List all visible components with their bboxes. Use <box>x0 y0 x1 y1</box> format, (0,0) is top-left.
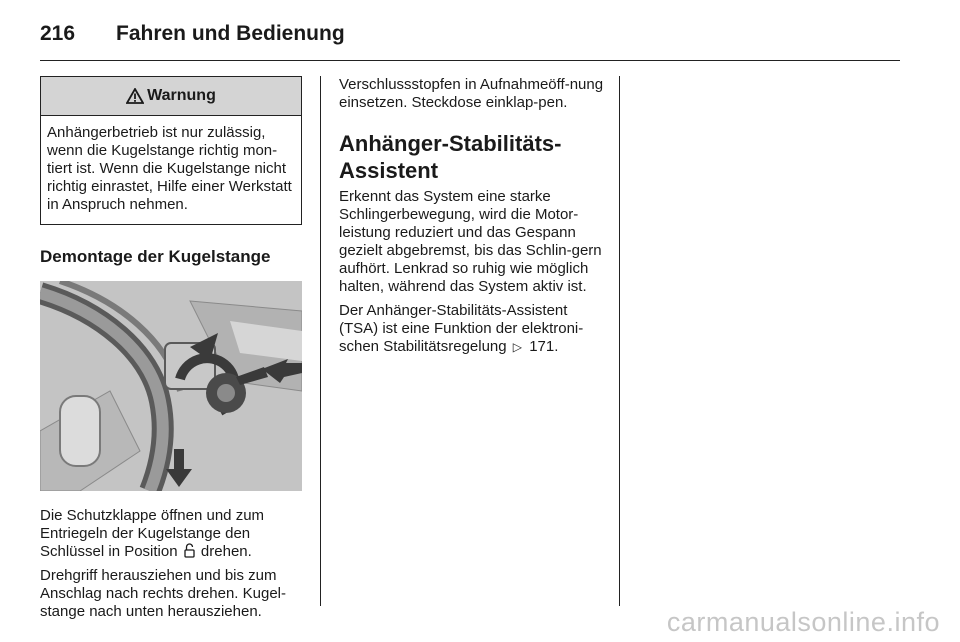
section-heading-tsa: Anhänger-Stabilitäts-Assistent <box>339 131 562 183</box>
tsa-paragraph-1: Erkennt das System eine starke Schlingerbewegung, wird die Motor-leistung reduziert und das Gespann gezielt abgebremst, bis das Schlin-gern aufhört. Lenkrad so ruhig wie möglich halten, während das System aktiv ist. <box>339 188 602 295</box>
warning-triangle-icon <box>126 88 144 104</box>
header-rule <box>40 60 900 61</box>
continuation-paragraph: Verschlussstopfen in Aufnahmeöff-nung einsetzen. Steckdose einklap-pen. <box>339 76 604 111</box>
section-heading-demontage: Demontage der Kugelstange <box>40 247 271 266</box>
page-header <box>40 18 920 60</box>
instruction-paragraph-1 <box>40 507 302 561</box>
warning-header <box>41 77 301 116</box>
warning-box <box>40 76 302 225</box>
tsa-paragraph-2 <box>339 302 607 356</box>
page-reference-icon: ▷ <box>512 340 523 354</box>
page-number: 216 <box>40 22 76 45</box>
paragraph-text: Der Anhänger-Stabilitäts-Assistent (TSA) ist eine Funktion der elektroni-schen Stabilitätsregelung <box>339 302 584 355</box>
page-reference-link[interactable]: 171. <box>529 338 559 355</box>
warning-title: Warnung <box>147 87 216 104</box>
column-divider <box>619 76 620 606</box>
paragraph-text: Die Schutzklappe öffnen und zum Entriegeln der Kugelstange den Schlüssel in Position <box>40 507 265 560</box>
hitch-illustration-svg <box>40 281 302 491</box>
column-divider <box>320 76 321 606</box>
middle-column <box>339 76 607 356</box>
unlocked-padlock-icon <box>184 543 195 558</box>
chapter-title: Fahren und Bedienung <box>116 22 345 45</box>
hitch-removal-illustration <box>40 281 302 491</box>
left-column <box>40 76 302 621</box>
watermark: carmanualsonline.info <box>666 607 940 637</box>
instruction-paragraph-2: Drehgriff herausziehen und bis zum Anschlag nach rechts drehen. Kugel-stange nach unten herausziehen. <box>40 567 286 620</box>
warning-text: Anhängerbetrieb ist nur zulässig, wenn die Kugelstange richtig mon-tiert ist. Wenn die Kugelstange nicht richtig einrastet, Hilfe einer Werkstatt in Anspruch nehmen. <box>47 124 292 213</box>
paragraph-text: drehen. <box>200 543 252 560</box>
